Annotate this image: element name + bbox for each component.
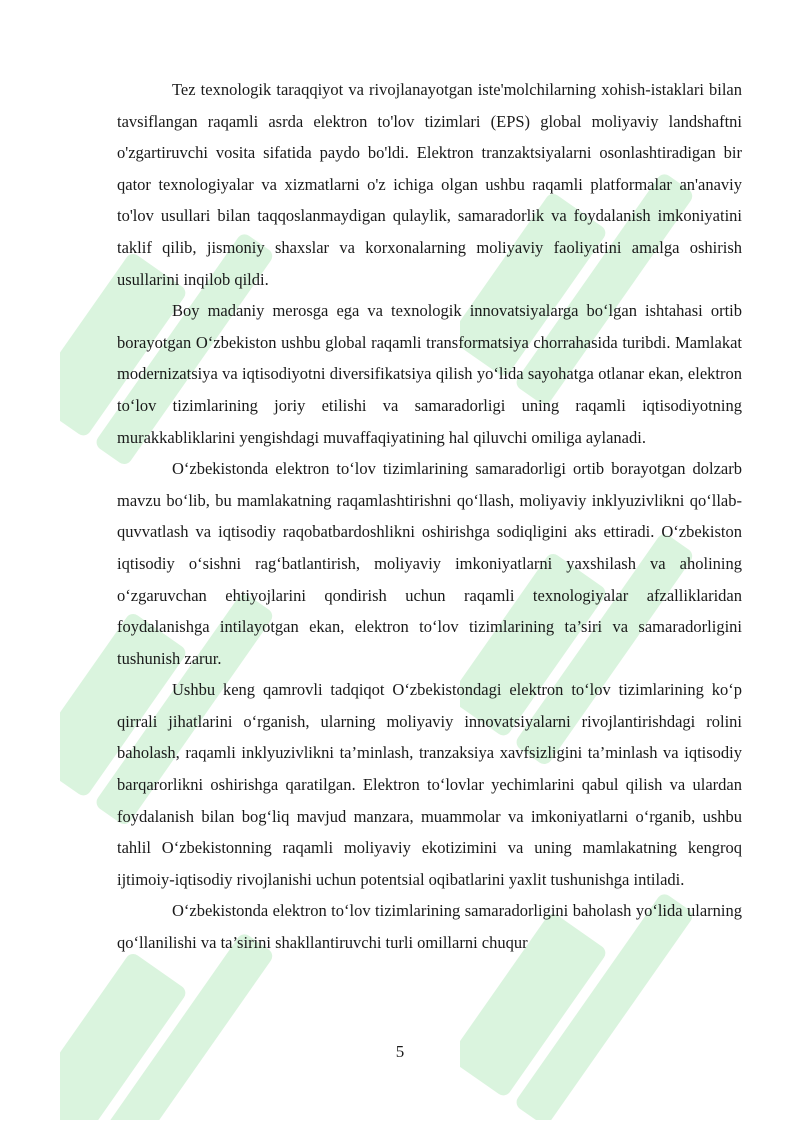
paragraph-3: O‘zbekistonda elektron to‘lov tizimlarining samaradorligi ortib borayotgan dolzarb mavzu bo‘lib, bu mamlakatning raqamlashtirishni qo‘llash, moliyaviy inklyuzivlikni qo‘llab-quvvatlash va iqtisodiy raqobatbardoshlikni oshirishga sodiqligini aks ettiradi. O‘zbekiston iqtisodiy o‘sishni rag‘batlantirish, moliyaviy imkoniyatlarni yaxshilash va aholining o‘zgaruvchan ehtiyojlarini qondirish uchun raqamli texnologiyalar afzalliklaridan foydalanishga intilayotgan ekan, elektron to‘lov tizimlarining ta’siri va samaradorligini tushunish zarur. <box>117 459 742 668</box>
page-number: 5 <box>395 1042 405 1061</box>
paragraph-2: Boy madaniy merosga ega va texnologik innovatsiyalarga bo‘lgan ishtahasi ortib borayotgan O‘zbekiston ushbu global raqamli transformatsiya chorrahasida turibdi. Mamlakat modernizatsiya va iqtisodiyotni diversifikatsiya qilish yo‘lida sayohatga otlanar ekan, elektron to‘lov tizimlarining joriy etilishi va samaradorligi uning raqamli iqtisodiyotning murakkabliklarini yengishdagi muvaffaqiyatining hal qiluvchi omiliga aylanadi. <box>117 301 742 447</box>
document-body <box>117 74 742 959</box>
paragraph-5: O‘zbekistonda elektron to‘lov tizimlarining samaradorligini baholash yo‘lida ularning qo‘llanilishi va ta’sirini shakllantiruvchi turli omillarni chuqur <box>117 901 742 953</box>
paragraph-4: Ushbu keng qamrovli tadqiqot O‘zbekistondagi elektron to‘lov tizimlarining ko‘p qirrali jihatlarini o‘rganish, ularning moliyaviy innovatsiyalarni rivojlantirishdagi rolini baholash, raqamli inklyuzivlikni ta’minlash, tranzaksiya xavfsizligini ta’minlash va iqtisodiy barqarorlikni oshirishga qaratilgan. Elektron to‘lovlar yechimlarini qabul qilish va ulardan foydalanish bilan bog‘liq mavjud manzara, muammolar va imkoniyatlarni o‘rganib, ushbu tahlil O‘zbekistonning raqamli moliyaviy ekotizimini va uning mamlakatning kengroq ijtimoiy-iqtisodiy rivojlanishi uchun potentsial oqibatlarini yaxlit tushunishga intiladi. <box>117 680 742 889</box>
paragraph-1: Tez texnologik taraqqiyot va rivojlanayotgan iste'molchilarning xohish-istaklari bilan tavsiflangan raqamli asrda elektron to'lov tizimlari (EPS) global moliyaviy landshaftni o'zgartiruvchi vosita sifatida paydo bo'ldi. Elektron tranzaktsiyalarni osonlashtiradigan bir qator texnologiyalar va xizmatlarni o'z ichiga olgan ushbu raqamli platformalar an'anaviy to'lov usullari bilan taqqoslanmaydigan qulaylik, samaradorlik va foydalanish imkoniyatini taklif qilib, jismoniy shaxslar va korxonalarning moliyaviy faoliyatini amalga oshirish usullarini inqilob qildi. <box>117 80 742 289</box>
